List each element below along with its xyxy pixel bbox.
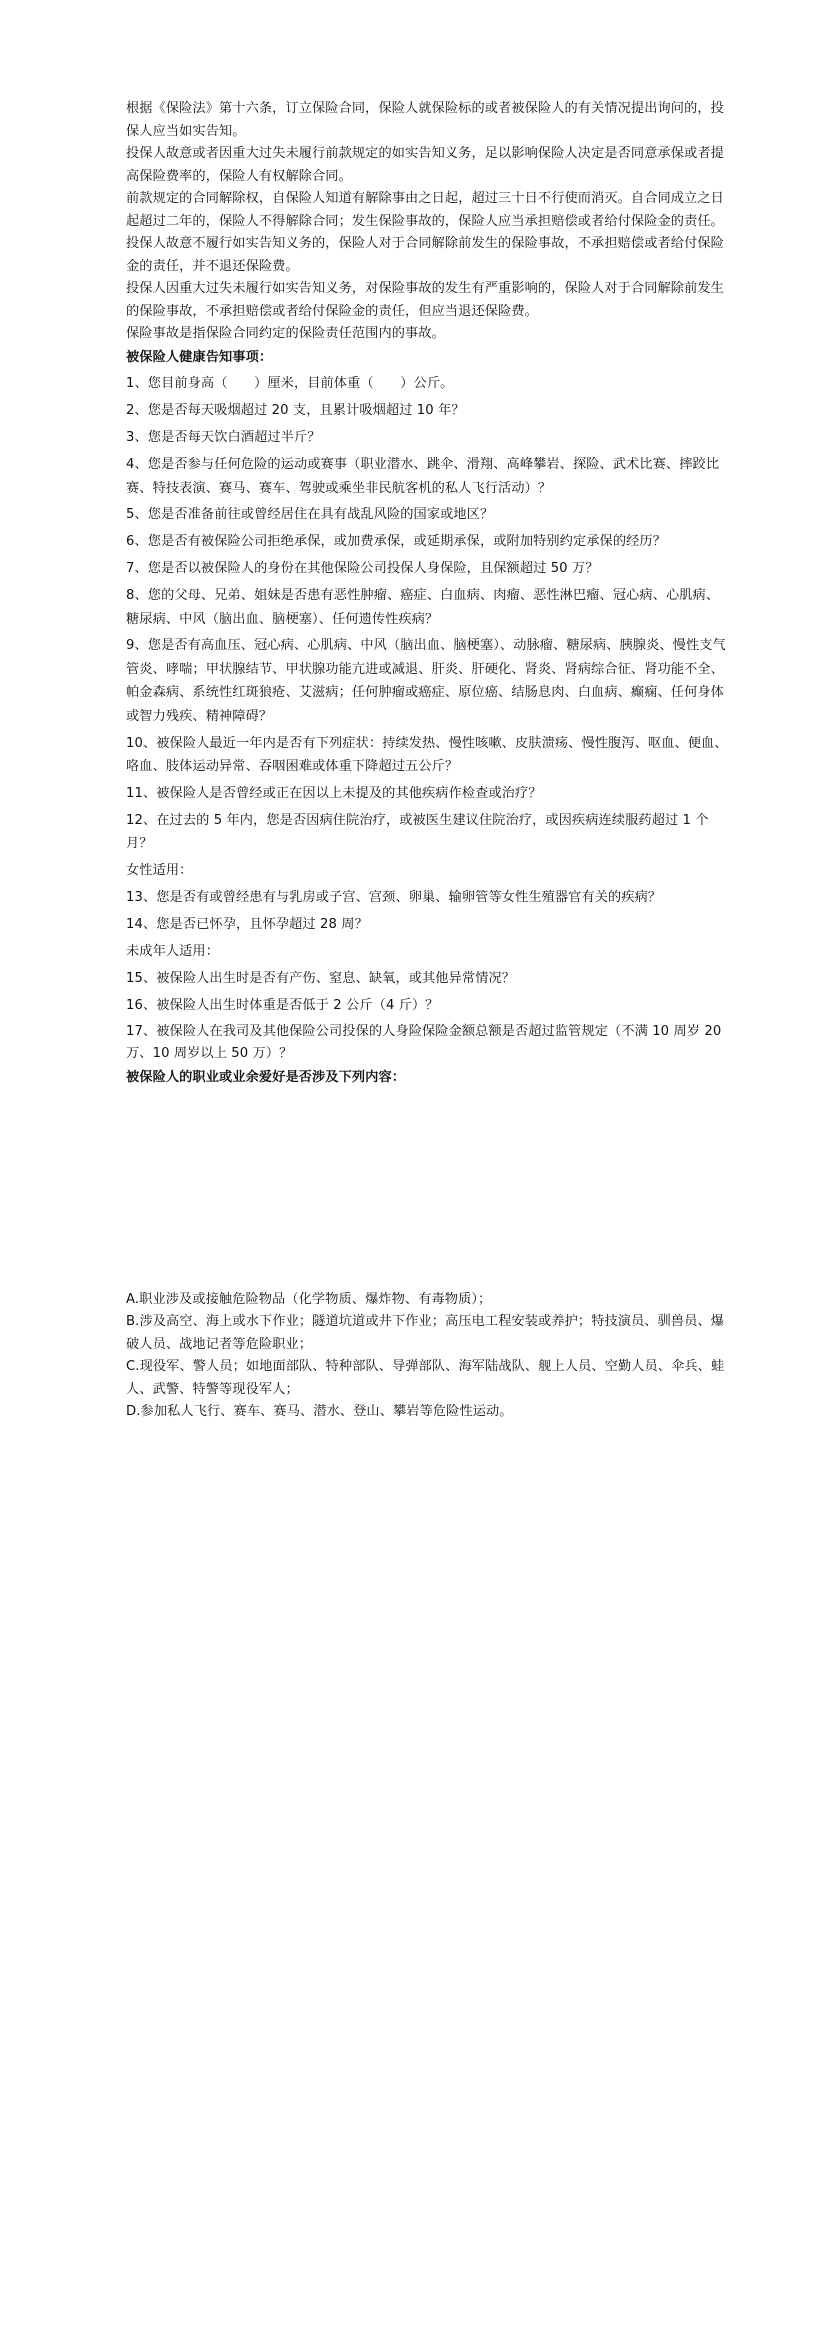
list-item: A.职业涉及或接触危险物品（化学物质、爆炸物、有毒物质）； [126,1291,492,1307]
list-item: 17、被保险人在我司及其他保险公司投保的人身险保险金额总额是否超过监管规定（不满 10 周岁 20 万、10 周岁以上 50 万）？ [126,1023,722,1062]
list-item: 3、您是否每天饮白酒超过半斤？ [126,430,321,446]
list-item: 2、您是否每天吸烟超过 20 支，且累计吸烟超过 10 年？ [126,403,465,419]
list-item: 4、您是否参与任何危险的运动或赛事（职业潜水、跳伞、滑翔、高峰攀岩、探险、武术比赛、摔跤比赛、特技表演、赛马、赛车、驾驶或乘坐非民航客机的私人飞行活动）？ [126,457,720,496]
list-item: 9、您是否有高血压、冠心病、心肌病、中风（脑出血、脑梗塞）、动脉瘤、糖尿病、胰腺炎、慢性支气管炎、哮喘；甲状腺结节、甲状腺功能亢进或减退、肝炎、肝硬化、肾炎、肾病综合征、肾功能不全、帕金森病、系统性红斑狼疮、艾滋病；任何肿瘤或癌症、原位癌、结肠息肉、白血病、癫痫、任何身体或智力残疾、精神障碍？ [126,638,726,724]
list-item: B.涉及高空、海上或水下作业；隧道坑道或井下作业；高压电工程安装或养护；特技演员、驯兽员、爆破人员、战地记者等危险职业； [126,1314,725,1352]
female-heading: 女性适用： [126,863,193,879]
intro-paragraph: 投保人故意或者因重大过失未履行前款规定的如实告知义务，足以影响保险人决定是否同意承保或者提高保险费率的，保险人有权解除合同。 [126,146,724,184]
document-page [126,98,732,1424]
list-item: 5、您是否准备前往或曾经居住在具有战乱风险的国家或地区？ [126,507,494,523]
list-item: 16、被保险人出生时体重是否低于 2 公斤（4 斤）？ [126,997,439,1013]
occupation-heading: 被保险人的职业或业余爱好是否涉及下列内容： [126,1069,406,1085]
intro-paragraph: 保险事故是指保险合同约定的保险责任范围内的事故。 [126,326,445,341]
list-item: D.参加私人飞行、赛车、赛马、潜水、登山、攀岩等危险性运动。 [126,1404,513,1420]
intro-paragraph: 前款规定的合同解除权，自保险人知道有解除事由之日起，超过三十日不行使而消灭。自合同成立之日起超过二年的，保险人不得解除合同；发生保险事故的，保险人应当承担赔偿或者给付保险金的责任。 [126,191,724,229]
list-item: 6、您是否有被保险公司拒绝承保，或加费承保，或延期承保，或附加特别约定承保的经历？ [126,534,666,550]
intro-paragraph: 投保人因重大过失未履行如实告知义务，对保险事故的发生有严重影响的，保险人对于合同解除前发生的保险事故，不承担赔偿或者给付保险金的责任，但应当退还保险费。 [126,281,724,319]
intro-section [126,98,732,346]
list-item: C.现役军、警人员；如地面部队、特种部队、导弹部队、海军陆战队、舰上人员、空勤人员、伞兵、蛙人、武警、特警等现役军人； [126,1359,725,1397]
health-heading: 被保险人健康告知事项： [126,349,273,365]
list-item: 15、被保险人出生时是否有产伤、窒息、缺氧，或其他异常情况？ [126,970,516,986]
list-item: 1、您目前身高（ ）厘米，目前体重（ ）公斤。 [126,376,454,392]
list-item: 13、您是否有或曾经患有与乳房或子宫、宫颈、卵巢、输卵管等女性生殖器官有关的疾病？ [126,890,662,906]
occupation-list [126,1289,732,1424]
intro-paragraph: 投保人故意不履行如实告知义务的，保险人对于合同解除前发生的保险事故，不承担赔偿或者给付保险金的责任，并不退还保险费。 [126,236,724,274]
blank-space [126,1089,732,1289]
list-item: 10、被保险人最近一年内是否有下列症状：持续发热、慢性咳嗽、皮肤溃疡、慢性腹泻、呕血、便血、咯血、肢体运动异常、吞咽困难或体重下降超过五公斤？ [126,735,728,774]
minor-heading: 未成年人适用： [126,943,220,959]
list-item: 14、您是否已怀孕，且怀孕超过 28 周？ [126,916,368,932]
list-item: 12、在过去的 5 年内，您是否因病住院治疗，或被医生建议住院治疗，或因疾病连续服药超过 1 个月？ [126,812,709,852]
list-item: 7、您是否以被保险人的身份在其他保险公司投保人身保险，且保额超过 50 万？ [126,561,599,577]
female-list [126,886,732,936]
list-item: 11、被保险人是否曾经或正在因以上未提及的其他疾病作检查或治疗？ [126,785,542,801]
intro-paragraph: 根据《保险法》第十六条，订立保险合同，保险人就保险标的或者被保险人的有关情况提出询问的，投保人应当如实告知。 [126,101,724,139]
health-list [126,372,732,855]
list-item: 8、您的父母、兄弟、姐妹是否患有恶性肿瘤、癌症、白血病、肉瘤、恶性淋巴瘤、冠心病、心肌病、糖尿病、中风（脑出血、脑梗塞）、任何遗传性疾病？ [126,588,720,627]
minor-list [126,967,732,1066]
